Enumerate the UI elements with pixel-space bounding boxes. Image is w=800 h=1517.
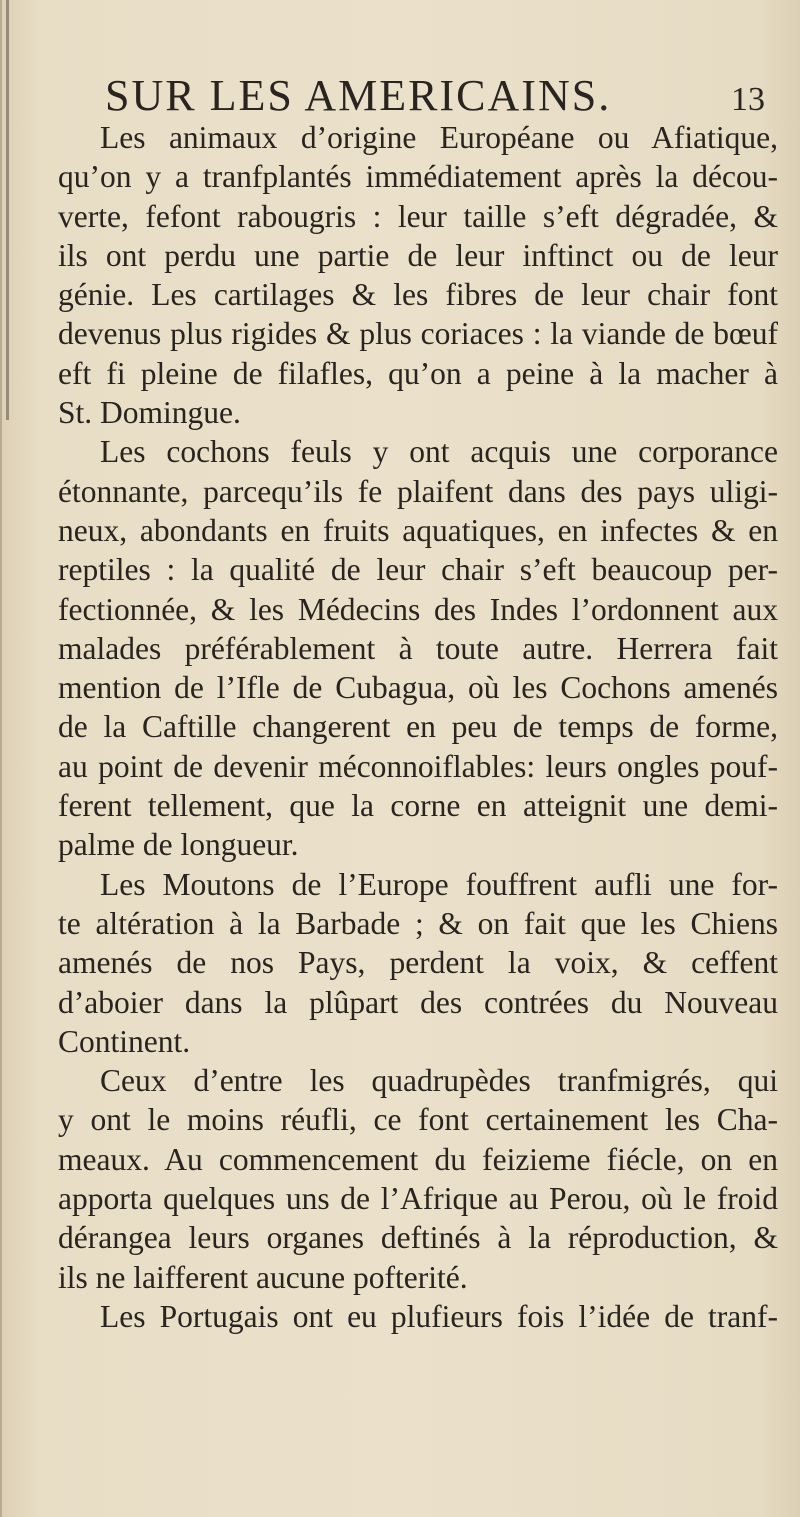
page-header [105, 70, 765, 121]
text-line: amenés de nos Pays, perdent la voix, & ceffent [58, 945, 778, 981]
paragraph [58, 865, 778, 1061]
text-line: Continent. [58, 1023, 191, 1059]
page-number: 13 [731, 81, 765, 118]
text-line: y ont le moins réufli, ce font certainement les Cha- [58, 1102, 778, 1138]
paragraph [58, 1297, 778, 1336]
text-line: qu’on y a tranfplantés immédiatement après la décou- [58, 159, 778, 195]
body-text [58, 118, 778, 1336]
text-line: Les Portugais ont eu plufieurs fois l’idée de tranf- [100, 1298, 778, 1334]
text-line: verte, fefont rabougris : leur taille s’eft dégradée, & [58, 198, 778, 234]
text-line: te altération à la Barbade ; & on fait que les Chiens [58, 905, 778, 941]
text-line: ils ne laifferent aucune pofterité. [58, 1259, 468, 1295]
page-edge [0, 0, 2, 1517]
text-line: reptiles : la qualité de leur chair s’eft beaucoup per- [58, 552, 778, 588]
text-line: neux, abondants en fruits aquatiques, en infectes & en [58, 512, 778, 548]
paragraph [58, 432, 778, 864]
text-line: devenus plus rigides & plus coriaces : la viande de bœuf [58, 316, 778, 352]
text-line: meaux. Au commencement du feizieme fiécle, on en [58, 1141, 778, 1177]
text-line: Ceux d’entre les quadrupèdes tranfmigrés, qui [100, 1063, 778, 1099]
text-line: malades préférablement à toute autre. Herrera fait [58, 630, 778, 666]
text-line: d’aboier dans la plûpart des contrées du Nouveau [58, 984, 778, 1020]
text-line: Les Moutons de l’Europe fouffrent aufli une for- [100, 866, 778, 902]
text-line: eft fi pleine de filafles, qu’on a peine à la macher à [58, 355, 778, 391]
text-line: St. Domingue. [58, 395, 241, 431]
text-line: ferent tellement, que la corne en atteignit une demi- [58, 788, 778, 824]
binding-shadow [6, 0, 9, 420]
text-line: ils ont perdu une partie de leur inftinct ou de leur [58, 237, 778, 273]
text-line: au point de devenir méconnoiflables: leurs ongles pouf- [58, 748, 778, 784]
paragraph [58, 118, 778, 432]
text-line: palme de longueur. [58, 827, 299, 863]
text-line: étonnante, parcequ’ils fe plaifent dans des pays uligi- [58, 473, 778, 509]
text-line: dérangea leurs organes deftinés à la réproduction, & [58, 1220, 778, 1256]
paragraph [58, 1061, 778, 1297]
text-line: fectionnée, & les Médecins des Indes l’ordonnent aux [58, 591, 778, 627]
text-line: de la Caftille changerent en peu de temps de forme, [58, 709, 778, 745]
text-line: mention de l’Ifle de Cubagua, où les Cochons amenés [58, 670, 778, 706]
text-line: Les cochons feuls y ont acquis une corporance [100, 434, 778, 470]
text-line: génie. Les cartilages & les fibres de leur chair font [58, 277, 778, 313]
running-head: SUR LES AMERICAINS. [105, 71, 612, 120]
text-line: Les animaux d’origine Européane ou Afiatique, [100, 120, 778, 155]
text-line: apporta quelques uns de l’Afrique au Perou, où le froid [58, 1181, 778, 1217]
